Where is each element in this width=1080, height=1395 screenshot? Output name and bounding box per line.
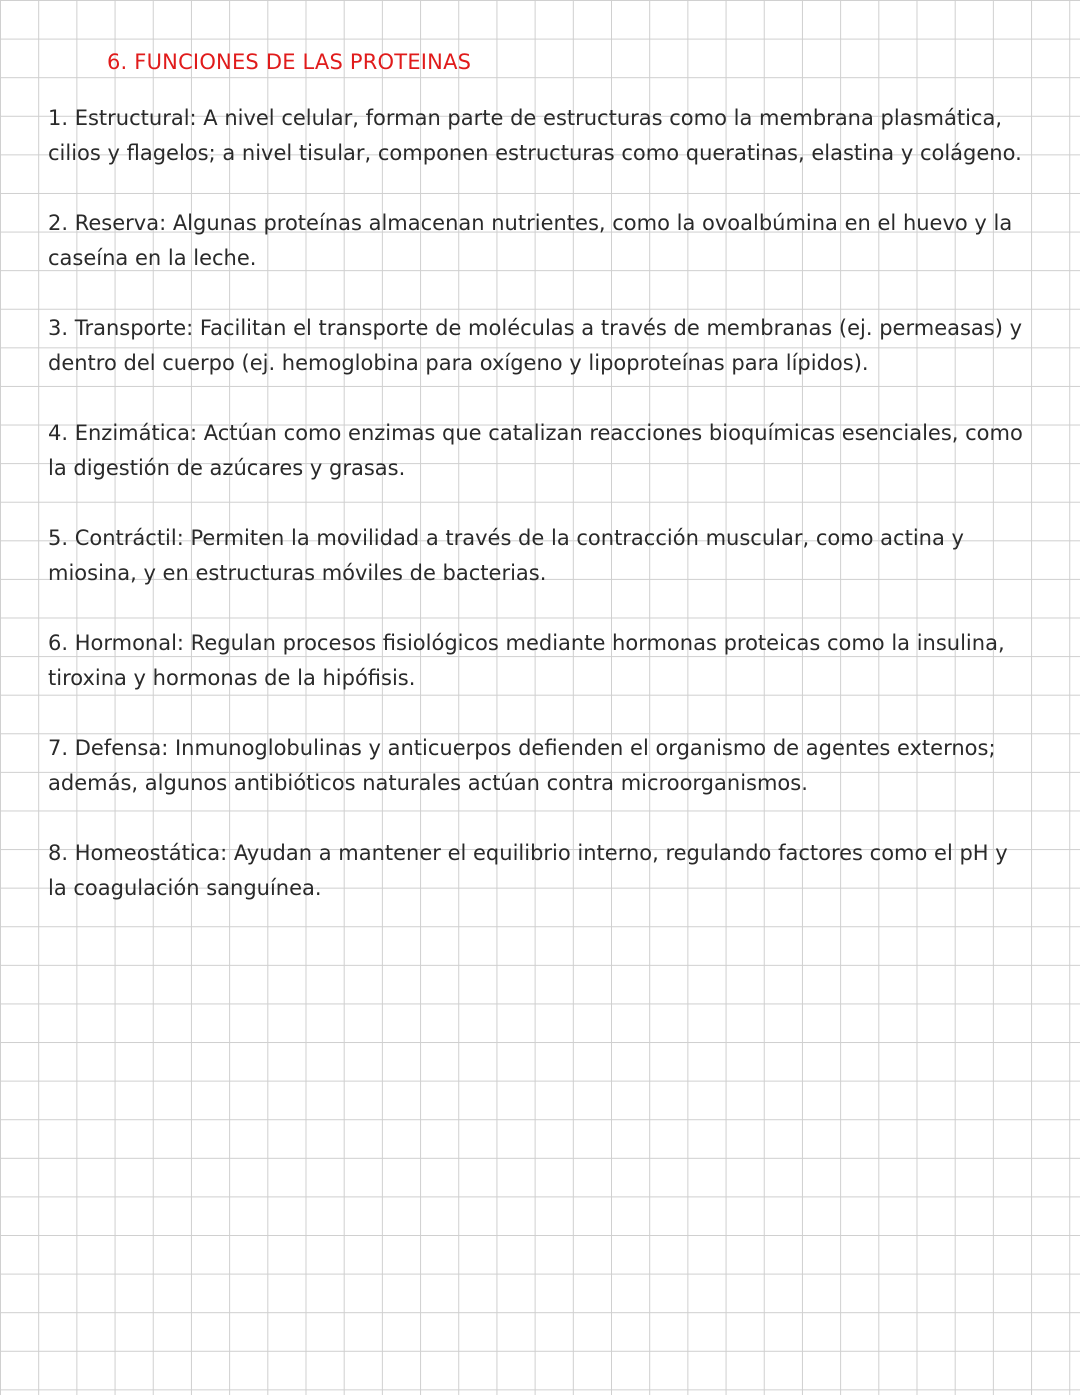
list-item-enzimatica: 4. Enzimática: Actúan como enzimas que catalizan reacciones bioquímicas esenciales, como la digestión de azúcares y grasas. xyxy=(48,421,1023,480)
list-item-hormonal: 6. Hormonal: Regulan procesos fisiológicos mediante hormonas proteicas como la insulina, tiroxina y hormonas de la hipófisis. xyxy=(48,631,1005,690)
list-item-reserva: 2. Reserva: Algunas proteínas almacenan nutrientes, como la ovoalbúmina en el huevo y la caseína en la leche. xyxy=(48,211,1013,270)
list-item-homeostatica: 8. Homeostática: Ayudan a mantener el equilibrio interno, regulando factores como el pH y la coagulación sanguínea. xyxy=(48,841,1008,900)
functions-list xyxy=(48,101,1023,941)
list-item-transporte: 3. Transporte: Facilitan el transporte de moléculas a través de membranas (ej. permeasas) y dentro del cuerpo (ej. hemoglobina para oxígeno y lipoproteínas para lípidos). xyxy=(48,316,1023,375)
page-title: 6. FUNCIONES DE LAS PROTEINAS xyxy=(107,50,472,74)
list-item-defensa: 7. Defensa: Inmunoglobulinas y anticuerpos defienden el organismo de agentes externos; además, algunos antibióticos naturales actúan contra microorganismos. xyxy=(48,736,996,795)
list-item-contractil: 5. Contráctil: Permiten la movilidad a través de la contracción muscular, como actina y miosina, y en estructuras móviles de bacterias. xyxy=(48,526,964,585)
list-item-estructural: 1. Estructural: A nivel celular, forman parte de estructuras como la membrana plasmática, cilios y flagelos; a nivel tisular, componen estructuras como queratinas, elastina y colágeno. xyxy=(48,106,1022,165)
